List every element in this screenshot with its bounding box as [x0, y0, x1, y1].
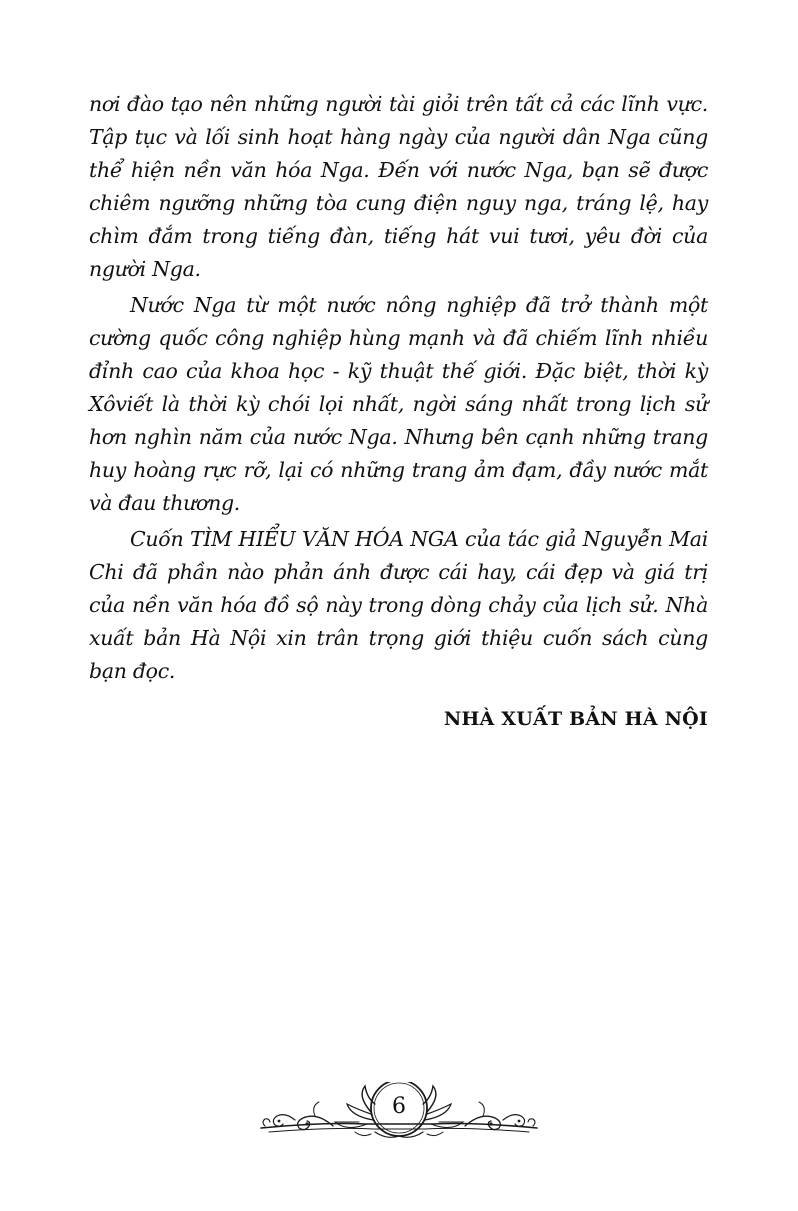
paragraph-2: Nước Nga từ một nước nông nghiệp đã trở thành một cường quốc công nghiệp hùng mạnh và đã chiếm lĩnh nhiều đỉnh cao của khoa học - kỹ thuật thế giới. Đặc biệt, thời kỳ Xôviết là thời kỳ chói lọi nhất, ngời sáng nhất trong lịch sử hơn nghìn năm của nước Nga. Nhưng bên cạnh những trang huy hoàng rực rỡ, lại có những trang ảm đạm, đầy nước mắt và đau thương. [89, 293, 708, 515]
page-number: 6 [392, 1094, 406, 1119]
publisher-signature: NHÀ XUẤT BẢN HÀ NỘI [443, 708, 708, 730]
page-body [89, 88, 708, 733]
paragraph-3: Cuốn TÌM HIỂU VĂN HÓA NGA của tác giả Nguyễn Mai Chi đã phần nào phản ánh được cái hay, cái đẹp và giá trị của nền văn hóa đồ sộ này trong dòng chảy của lịch sử. Nhà xuất bản Hà Nội xin trân trọng giới thiệu cuốn sách cùng bạn đọc. [89, 527, 708, 683]
paragraph-1: nơi đào tạo nên những người tài giỏi trên tất cả các lĩnh vực. Tập tục và lối sinh hoạt hàng ngày của người dân Nga cũng thể hiện nền văn hóa Nga. Đến với nước Nga, bạn sẽ được chiêm ngưỡng những tòa cung điện nguy nga, tráng lệ, hay chìm đắm trong tiếng đàn, tiếng hát vui tươi, yêu đời của người Nga. [89, 92, 708, 281]
